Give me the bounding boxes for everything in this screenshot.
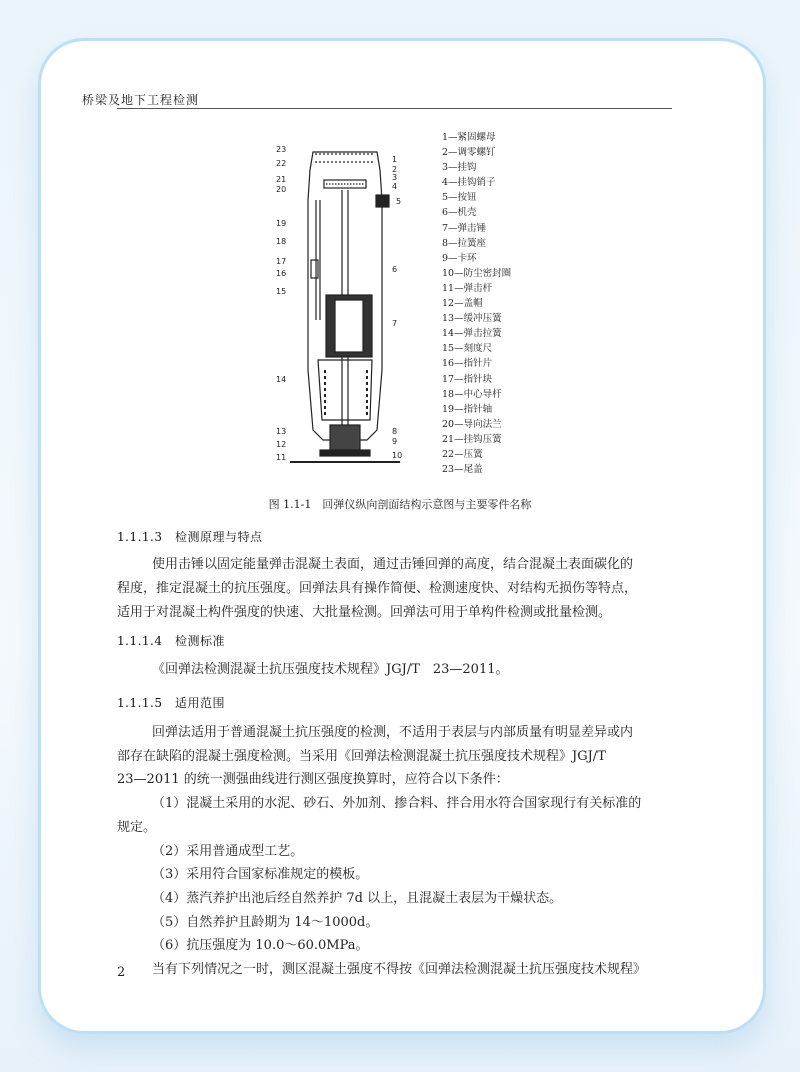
legend-item: 11—弹击杆: [442, 282, 493, 294]
callout-2: 2: [392, 165, 398, 174]
paragraph-line: 规定。: [117, 819, 157, 835]
legend-item: 14—弹击拉簧: [442, 328, 502, 340]
callout-9: 9: [392, 437, 398, 446]
paragraph-line: 程度，推定混凝土的抗压强度。回弹法具有操作简便、检测速度快、对结构无损伤等特点，: [117, 581, 638, 596]
figure-caption: 图 1.1-1 回弹仪纵向剖面结构示意图与主要零件名称: [268, 498, 532, 511]
callout-12: 12: [276, 440, 287, 449]
condition-item: （6）抗压强度为 10.0～60.0MPa。: [152, 938, 369, 954]
callout-18: 18: [276, 237, 287, 246]
callout-21: 21: [276, 175, 287, 184]
legend-item: 6—机壳: [442, 207, 477, 219]
callout-19: 19: [276, 219, 287, 228]
paragraph-line: 部存在缺陷的混凝土强度检测。当采用《回弹法检测混凝土抗压强度技术规程》JGJ/T: [117, 748, 606, 764]
legend-item: 9—卡环: [442, 252, 477, 264]
condition-item: （3）采用符合国家标准规定的模板。: [152, 867, 369, 883]
legend-item: 22—压簧: [442, 448, 483, 460]
section-title-standard: 1.1.1.4 检测标准: [117, 634, 225, 648]
paragraph-standard: [117, 658, 677, 682]
paragraph-line: 使用击锤以固定能量弹击混凝土表面，通过击锤回弹的高度，结合混凝土表面碳化的: [152, 557, 634, 572]
legend-item: 2—调零螺钉: [442, 147, 496, 159]
legend-item: 15—刻度尺: [442, 343, 493, 355]
legend-item: 16—指针片: [442, 358, 493, 370]
paragraph-scope: [117, 721, 677, 982]
paragraph-line: 23—2011 的统一测强曲线进行测区强度换算时，应符合以下条件：: [117, 772, 509, 788]
legend-item: 19—指针轴: [442, 403, 493, 415]
paragraph-line: 回弹法适用于普通混凝土抗压强度的检测，不适用于表层与内部质量有明显差异或内: [152, 725, 634, 740]
callout-16: 16: [276, 269, 287, 278]
legend-item: 18—中心导杆: [442, 388, 502, 400]
rebound-hammer-diagram: [270, 140, 420, 475]
parts-legend: [442, 130, 511, 477]
legend-item: 10—防尘密封圈: [442, 267, 512, 279]
condition-item: （1）混凝土采用的水泥、砂石、外加剂、掺合料、拌合用水符合国家现行有关标准的: [152, 796, 642, 812]
callout-15: 15: [276, 287, 287, 296]
legend-item: 12—盖帽: [442, 298, 483, 310]
callout-8: 8: [392, 427, 398, 436]
callout-6: 6: [392, 265, 398, 274]
callout-5: 5: [396, 197, 402, 206]
callout-13: 13: [276, 427, 287, 436]
paragraph-line: 《回弹法检测混凝土抗压强度技术规程》JGJ/T 23—2011。: [152, 662, 509, 677]
callout-4: 4: [392, 182, 398, 191]
legend-item: 20—导向法兰: [442, 418, 502, 430]
page-number: 2: [117, 965, 126, 980]
legend-item: 3—挂钩: [442, 162, 477, 174]
section-title-scope: 1.1.1.5 适用范围: [117, 696, 225, 710]
callout-3: 3: [392, 173, 398, 182]
callout-23: 23: [276, 145, 287, 154]
legend-item: 13—缓冲压簧: [442, 313, 502, 325]
callout-11: 11: [276, 453, 287, 462]
callout-20: 20: [276, 185, 287, 194]
legend-item: 4—挂钩销子: [442, 177, 496, 189]
callout-1: 1: [392, 155, 398, 164]
legend-item: 1—紧固螺母: [442, 132, 496, 143]
callout-10: 10: [392, 451, 403, 460]
callout-17: 17: [276, 257, 287, 266]
condition-item: （5）自然养护且龄期为 14～1000d。: [152, 914, 379, 930]
callout-22: 22: [276, 159, 287, 168]
legend-item: 17—指针块: [442, 373, 493, 385]
legend-item: 5—按钮: [442, 192, 477, 204]
legend-item: 23—尾盖: [442, 464, 483, 476]
callout-7: 7: [392, 319, 398, 328]
condition-item: （2）采用普通成型工艺。: [152, 843, 304, 859]
legend-item: 21—挂钩压簧: [442, 433, 502, 445]
paragraph-line: 适用于对混凝土构件强度的快速、大批量检测。回弹法可用于单构件检测或批量检测。: [117, 605, 612, 620]
running-head: 桥梁及地下工程检测: [82, 93, 200, 107]
section-title-principle: 1.1.1.3 检测原理与特点: [117, 530, 263, 544]
legend-item: 7—弹击锤: [442, 222, 487, 234]
paragraph-line: 当有下列情况之一时，测区混凝土强度不得按《回弹法检测混凝土抗压强度技术规程》: [152, 962, 647, 978]
callout-14: 14: [276, 375, 287, 384]
legend-item: 8—拉簧座: [442, 237, 487, 249]
header-rule: [117, 108, 672, 109]
paragraph-principle: [117, 553, 677, 625]
condition-item: （4）蒸汽养护出池后经自然养护 7d 以上，且混凝土表层为干燥状态。: [152, 890, 563, 906]
